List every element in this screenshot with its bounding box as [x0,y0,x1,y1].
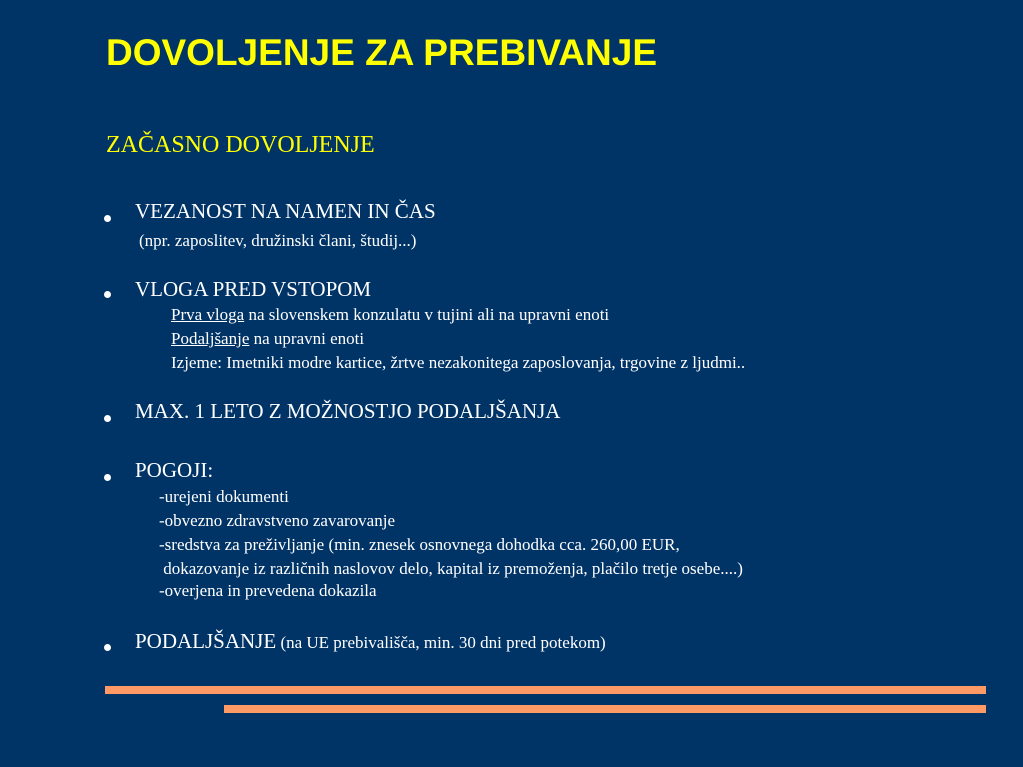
condition-line: -overjena in prevedena dokazila [159,581,377,600]
item-suffix: (na UE prebivališča, min. 30 dni pred potekom) [276,633,606,652]
condition-line: -obvezno zdravstveno zavarovanje [159,511,395,530]
detail-line: Izjeme: Imetniki modre kartice, žrtve nezakonitega zaposlovanja, trgovine z ljudmi.. [171,353,746,372]
item-heading: MAX. 1 LETO Z MOŽNOSTJO PODALJŠANJA [135,399,561,423]
accent-bar-bottom [224,705,986,713]
detail-line [171,305,609,325]
bullet-dot [104,291,111,298]
first-application-link[interactable]: Prva vloga [171,305,245,324]
slide-title: DOVOLJENJE ZA PREBIVANJE [106,32,658,73]
bullet-dot [104,644,111,651]
bullet-dot [104,215,111,222]
condition-line: -sredstva za preživljanje (min. znesek osnovnega dohodka cca. 260,00 EUR, [159,535,680,554]
condition-line: dokazovanje iz različnih naslovov delo, kapital iz premoženja, plačilo tretje osebe....) [159,559,743,578]
item-heading: POGOJI: [135,458,214,482]
item-heading: PODALJŠANJE [135,629,277,653]
item-heading-line [135,629,606,654]
bullet-dot [104,474,111,481]
extension-link[interactable]: Podaljšanje [171,329,250,348]
detail-text: na upravni enoti [249,329,365,348]
bullet-dot [104,415,111,422]
condition-line: -urejeni dokumenti [159,487,289,506]
accent-bar-top [105,686,986,694]
item-heading: VLOGA PRED VSTOPOM [135,277,372,301]
item-detail: (npr. zaposlitev, družinski člani, študij...) [139,231,417,250]
slide-subtitle: ZAČASNO DOVOLJENJE [106,132,375,158]
item-heading: VEZANOST NA NAMEN IN ČAS [135,199,436,223]
detail-line [171,329,364,349]
detail-text: na slovenskem konzulatu v tujini ali na upravni enoti [244,305,610,324]
